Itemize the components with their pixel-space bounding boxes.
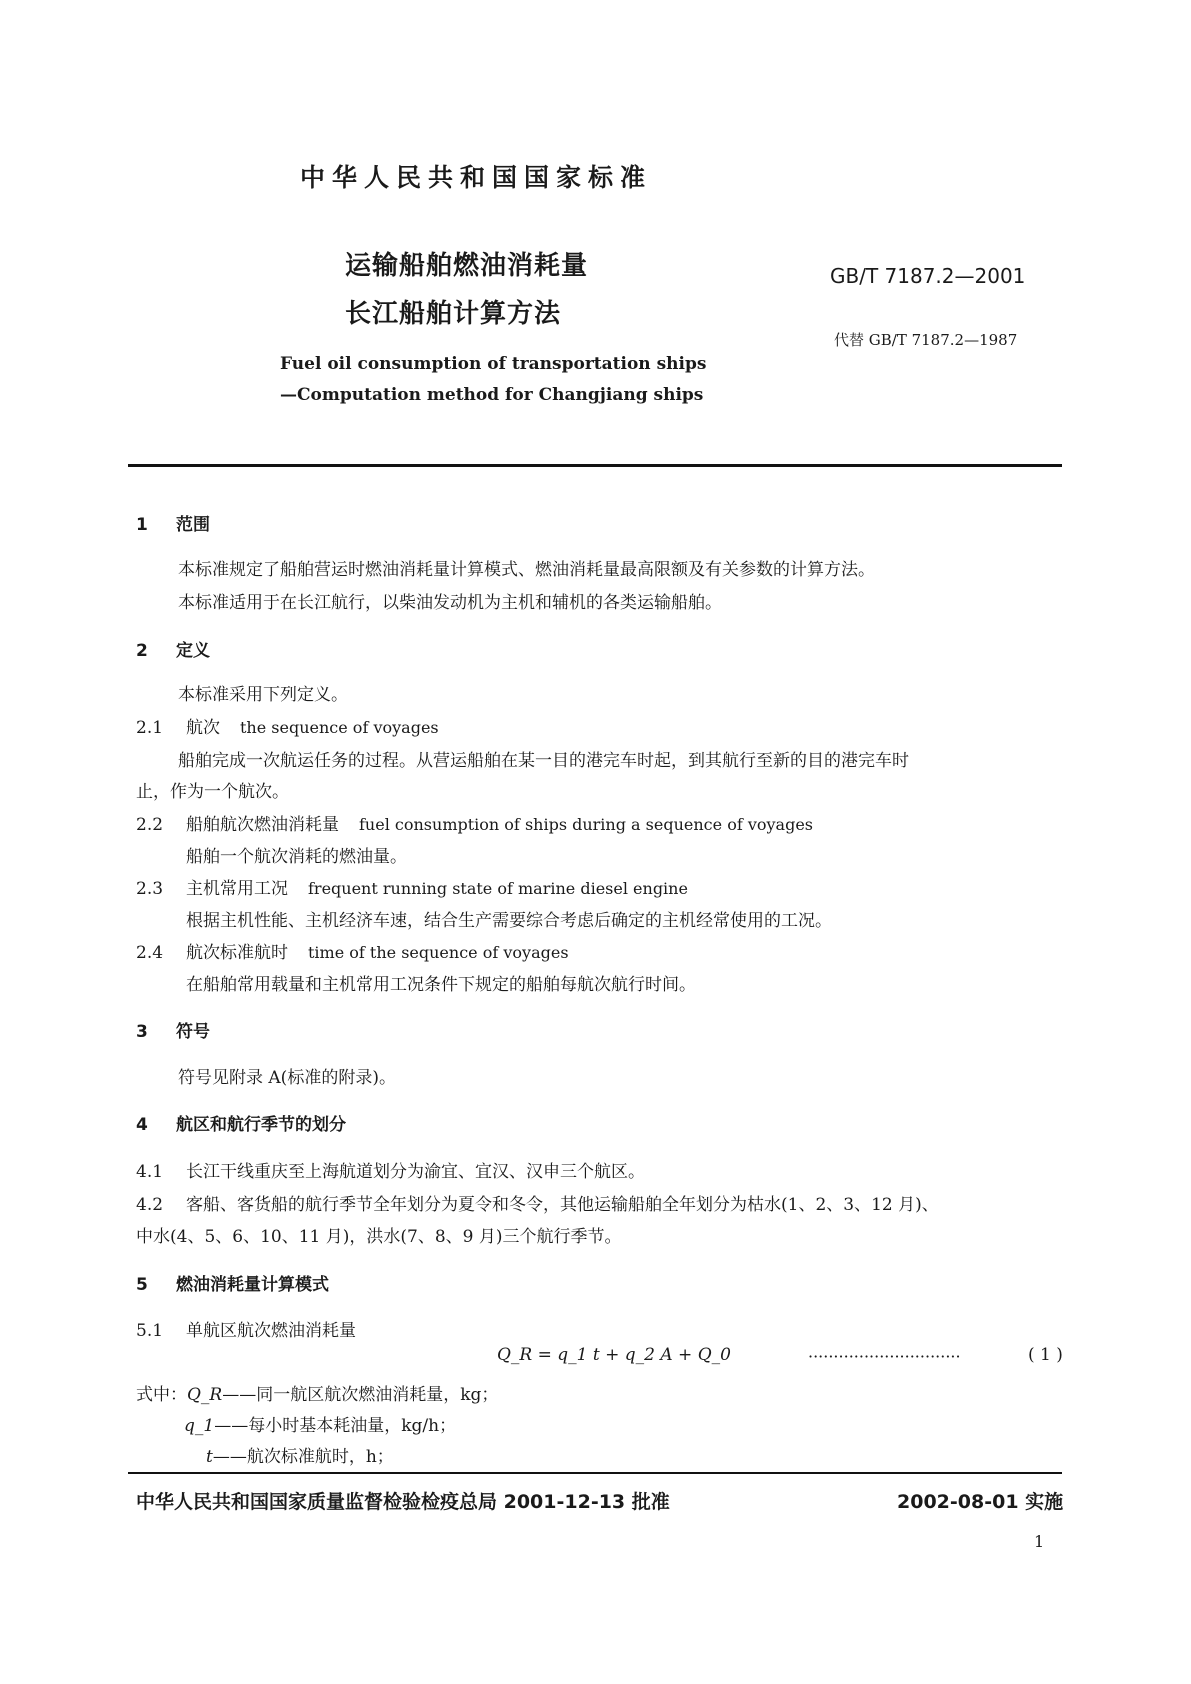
paragraph: 本标准适用于在长江航行，以柴油发动机为主机和辅机的各类运输船舶。 [178,593,722,613]
term-english: fuel consumption of ships during a sequence of voyages [359,815,814,834]
clause-number: 4.1 [136,1162,164,1182]
english-title-line-1: Fuel oil consumption of transportation ships [280,354,707,374]
paragraph: 本标准采用下列定义。 [178,685,348,705]
variable-description: ——航次标准航时，h； [212,1447,394,1467]
term: 主机常用工况 [186,879,288,899]
clause-number: 2.3 [136,879,164,899]
title-line-1: 运输船舶燃油消耗量 [345,251,589,281]
section-number: 1 [136,515,148,535]
clause-number: 2.4 [136,943,164,963]
variable-definition [184,1411,456,1436]
header-divider [128,464,1062,467]
clause-4-1 [136,1157,645,1182]
english-title-line-2: —Computation method for Changjiang ships [280,385,704,405]
term-english: the sequence of voyages [240,718,439,737]
equation-number: ( 1 ) [1028,1345,1063,1365]
section-number: 4 [136,1115,148,1135]
clause-5-1 [136,1316,356,1341]
section-number: 5 [136,1275,148,1295]
definition-2-1 [136,713,439,738]
variable-symbol: q_1 [184,1416,215,1436]
paragraph: 中水(4、5、6、10、11 月)，洪水(7、8、9 月)三个航行季节。 [136,1227,622,1247]
variable-symbol: t [206,1447,213,1467]
paragraph: 船舶完成一次航运任务的过程。从营运船舶在某一目的港完车时起，到其航行至新的目的港完车时 [178,751,909,771]
clause-text: 客船、客货船的航行季节全年划分为夏令和冬令，其他运输船舶全年划分为枯水(1、2、3、12 月)、 [186,1195,939,1215]
variable-symbol: Q_R [187,1385,223,1405]
section-title: 航区和航行季节的划分 [176,1115,346,1135]
section-title: 范围 [176,515,210,535]
section-title: 燃油消耗量计算模式 [176,1275,329,1295]
section-number: 3 [136,1022,148,1042]
title-line-2: 长江船舶计算方法 [345,299,562,329]
paragraph: 在船舶常用载量和主机常用工况条件下规定的船舶每航次航行时间。 [186,975,696,995]
page-number: 1 [1034,1532,1045,1551]
variable-description: ——同一航区航次燃油消耗量，kg； [222,1385,499,1405]
definition-2-2 [136,810,813,835]
equation-1: Q_R = q_1 t + q_2 A + Q_0 [497,1345,731,1365]
footer-divider [128,1472,1062,1474]
variable-definition [136,1380,498,1405]
where-label: 式中： [136,1385,187,1405]
paragraph: 止，作为一个航次。 [136,782,289,802]
implementation-date: 2002-08-01 实施 [897,1491,1064,1513]
section-5-heading [136,1270,329,1295]
paragraph: 船舶一个航次消耗的燃油量。 [186,847,407,867]
variable-description: ——每小时基本耗油量，kg/h； [214,1416,457,1436]
paragraph: 根据主机性能、主机经济车速，结合生产需要综合考虑后确定的主机经常使用的工况。 [186,911,832,931]
clause-text: 单航区航次燃油消耗量 [186,1321,356,1341]
clause-number: 4.2 [136,1195,164,1215]
clause-text: 长江干线重庆至上海航道划分为渝宜、宜汉、汉申三个航区。 [186,1162,645,1182]
term: 航次标准航时 [186,943,288,963]
section-title: 定义 [176,641,210,661]
section-2-heading [136,636,210,661]
national-standard-heading: 中华人民共和国国家标准 [300,163,653,192]
section-3-heading [136,1017,210,1042]
clause-number: 2.1 [136,718,164,738]
definition-2-4 [136,938,569,963]
clause-number: 2.2 [136,815,164,835]
section-title: 符号 [176,1022,210,1042]
variable-definition [206,1442,394,1467]
definition-2-3 [136,874,688,899]
approval-line: 中华人民共和国国家质量监督检验检疫总局 2001-12-13 批准 [136,1491,670,1513]
paragraph: 本标准规定了船舶营运时燃油消耗量计算模式、燃油消耗量最高限额及有关参数的计算方法。 [178,560,875,580]
term-english: time of the sequence of voyages [308,943,569,962]
term: 船舶航次燃油消耗量 [186,815,339,835]
section-number: 2 [136,641,148,661]
section-4-heading [136,1110,346,1135]
section-1-heading [136,510,210,535]
replaces-note: 代替 GB/T 7187.2—1987 [834,331,1018,349]
clause-4-2 [136,1190,939,1215]
equation-leader-dots: ······························ [808,1347,961,1366]
term: 航次 [186,718,220,738]
clause-number: 5.1 [136,1321,164,1341]
standard-code: GB/T 7187.2—2001 [830,264,1026,288]
term-english: frequent running state of marine diesel engine [308,879,688,898]
paragraph: 符号见附录 A(标准的附录)。 [178,1068,396,1088]
